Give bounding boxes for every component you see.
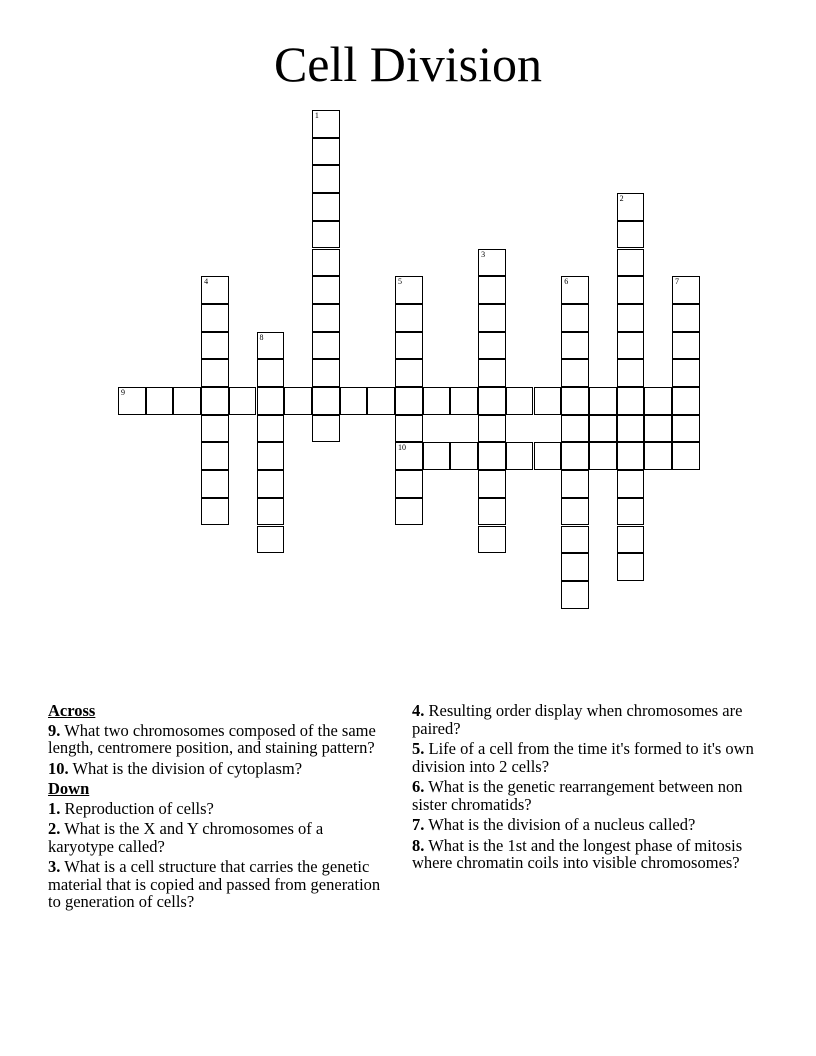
grid-cell[interactable] [312,304,340,332]
grid-cell[interactable] [644,387,672,415]
grid-cell[interactable] [617,526,645,554]
grid-cell[interactable] [201,442,229,470]
grid-cell[interactable] [506,387,534,415]
grid-cell[interactable] [312,110,340,138]
grid-cell[interactable] [617,498,645,526]
grid-cell[interactable] [395,359,423,387]
grid-cell[interactable] [672,332,700,360]
down-heading: Down [48,779,90,798]
grid-cell[interactable] [561,387,589,415]
grid-cell[interactable] [450,442,478,470]
clue-number: 7. [412,815,425,834]
grid-cell[interactable] [423,387,451,415]
clue-number: 1. [48,798,61,818]
grid-cell[interactable] [229,387,257,415]
grid-cell[interactable] [561,359,589,387]
grid-cell[interactable] [395,304,423,332]
clue-down-5 [412,740,757,775]
grid-cell[interactable] [617,442,645,470]
grid-cell[interactable] [312,249,340,277]
grid-cell[interactable] [395,387,423,415]
grid-cell[interactable] [257,332,285,360]
grid-cell[interactable] [644,442,672,470]
clue-text: What is a cell structure that carries the genetic material that is copied and passed from generation to generation of cells? [48,857,381,911]
grid-cell[interactable] [478,332,506,360]
grid-cell[interactable] [395,276,423,304]
clue-text: What is the division of a nucleus called? [428,815,696,834]
grid-cell[interactable] [312,138,340,166]
grid-cell[interactable] [561,304,589,332]
across-heading: Across [48,701,96,720]
grid-cell[interactable] [201,332,229,360]
clue-text: What is the 1st and the longest phase of mitosis where chromatin coils into visible chromosomes? [412,835,743,872]
grid-cell[interactable] [312,276,340,304]
grid-cell[interactable] [672,387,700,415]
clue-text: Reproduction of cells? [64,798,214,818]
grid-cell[interactable] [201,470,229,498]
grid-cell[interactable] [561,415,589,443]
grid-cell[interactable] [257,442,285,470]
grid-cell[interactable] [312,221,340,249]
grid-cell[interactable] [617,332,645,360]
grid-cell[interactable] [257,526,285,554]
grid-cell[interactable] [672,415,700,443]
grid-cell[interactable] [478,276,506,304]
grid-cell[interactable] [617,304,645,332]
clue-text: What is the division of cytoplasm? [72,758,303,778]
clue-number: 3. [48,857,61,876]
grid-cell[interactable] [589,387,617,415]
grid-cell[interactable] [672,304,700,332]
grid-cell[interactable] [450,387,478,415]
clue-number: 10. [48,758,69,778]
grid-cell[interactable] [617,359,645,387]
grid-cell[interactable] [312,165,340,193]
clue-number: 6. [412,777,425,796]
grid-cell[interactable] [617,221,645,249]
grid-cell[interactable] [201,359,229,387]
grid-cell[interactable] [561,526,589,554]
grid-cell[interactable] [312,387,340,415]
clue-number-label: 9 [121,388,125,397]
clue-text: What is the X and Y chromosomes of a karyotype called? [48,819,324,856]
grid-cell[interactable] [312,359,340,387]
grid-cell[interactable] [534,442,562,470]
clue-text: What two chromosomes composed of the same length, centromere position, and staining pattern? [48,720,376,757]
clue-number-label: 7 [675,277,679,287]
grid-cell[interactable] [257,470,285,498]
clue-number: 5. [412,739,425,758]
clue-text: Resulting order display when chromosomes are paired? [412,701,743,738]
clue-number: 8. [412,835,425,855]
grid-cell[interactable] [617,553,645,581]
grid-cell[interactable] [478,498,506,526]
clue-number-label: 4 [204,277,209,287]
clue-down-3 [48,858,383,911]
grid-cell[interactable] [284,387,312,415]
clue-down-7 [412,816,757,834]
clue-across-10 [48,760,383,778]
grid-cell[interactable] [478,526,506,554]
grid-cell[interactable] [201,304,229,332]
clue-number-label: 3 [481,249,486,259]
clues-right-column [412,702,757,875]
clue-down-2 [48,820,383,855]
grid-cell[interactable] [257,387,285,415]
grid-cell[interactable] [395,498,423,526]
grid-cell[interactable] [118,387,146,415]
clue-number: 4. [412,701,425,720]
clue-number-label: 6 [564,277,569,287]
grid-cell[interactable] [478,442,506,470]
clue-down-8 [412,837,757,872]
grid-cell[interactable] [257,359,285,387]
grid-cell[interactable] [201,276,229,304]
grid-cell[interactable] [201,415,229,443]
grid-cell[interactable] [478,415,506,443]
grid-cell[interactable] [617,276,645,304]
grid-cell[interactable] [506,442,534,470]
grid-cell[interactable] [312,415,340,443]
grid-cell[interactable] [589,442,617,470]
page-title: Cell Division [273,36,543,92]
grid-cell[interactable] [672,276,700,304]
grid-cell[interactable] [395,332,423,360]
grid-cell[interactable] [146,387,174,415]
clue-number-label: 10 [398,443,406,453]
clue-text: Life of a cell from the time it's formed to it's own division into 2 cells? [412,739,754,776]
grid-cell[interactable] [561,553,589,581]
grid-cell[interactable] [257,498,285,526]
grid-cell[interactable] [478,249,506,277]
grid-cell[interactable] [201,498,229,526]
grid-cell[interactable] [367,387,395,415]
grid-cell[interactable] [644,415,672,443]
clue-number: 2. [48,819,61,838]
grid-cell[interactable] [617,415,645,443]
grid-cell[interactable] [478,359,506,387]
grid-cell[interactable] [173,387,201,415]
grid-cell[interactable] [395,470,423,498]
clue-across-9 [48,722,383,757]
clue-number-label: 2 [619,194,624,204]
grid-cell[interactable] [395,415,423,443]
grid-cell[interactable] [589,415,617,443]
grid-cell[interactable] [617,193,645,221]
grid-cell[interactable] [340,387,368,415]
grid-cell[interactable] [201,387,229,415]
grid-cell[interactable] [561,332,589,360]
grid-cell[interactable] [478,387,506,415]
grid-cell[interactable] [478,470,506,498]
grid-cell[interactable] [561,442,589,470]
grid-cell[interactable] [672,442,700,470]
clue-number-label: 8 [259,332,264,342]
grid-cell[interactable] [561,470,589,498]
grid-cell[interactable] [617,249,645,277]
grid-cell[interactable] [395,442,423,470]
clue-number-label: 5 [398,277,402,287]
grid-cell[interactable] [423,442,451,470]
grid-cell[interactable] [312,193,340,221]
grid-cell[interactable] [478,304,506,332]
clue-down-4 [412,702,757,737]
clue-text: What is the genetic rearrangement between non sister chromatids? [412,777,743,814]
grid-cell[interactable] [561,498,589,526]
clue-down-1 [48,800,383,818]
clue-down-6 [412,778,757,813]
grid-cell[interactable] [672,359,700,387]
grid-cell[interactable] [534,387,562,415]
clue-number: 9. [48,720,61,740]
grid-cell[interactable] [617,470,645,498]
grid-cell[interactable] [617,387,645,415]
grid-cell[interactable] [561,276,589,304]
grid-cell[interactable] [312,332,340,360]
clues-left-column [48,702,383,914]
clue-number-label: 1 [314,111,319,120]
grid-cell[interactable] [257,415,285,443]
grid-cell[interactable] [561,581,589,609]
